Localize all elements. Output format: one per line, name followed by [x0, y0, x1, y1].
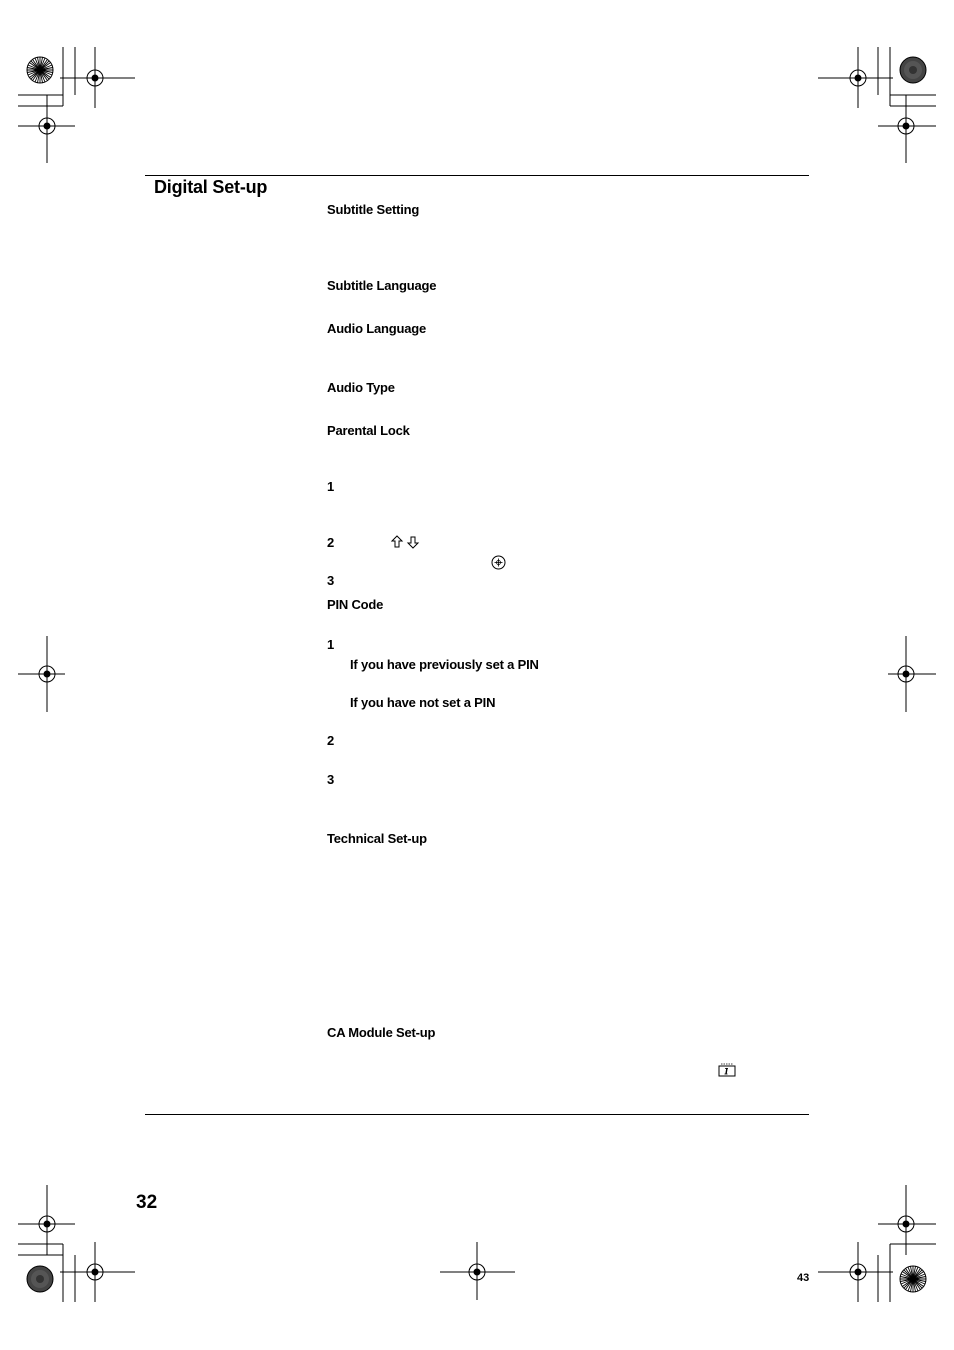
ok-button-icon: [491, 555, 506, 575]
heading-subtitle-setting: Subtitle Setting: [327, 202, 420, 217]
bottom-rule: [145, 1114, 809, 1115]
parental-step-3: 3: [327, 573, 335, 588]
pin-step-3: 3: [327, 772, 335, 787]
parental-step-1: 1: [327, 479, 335, 494]
heading-technical-setup: Technical Set-up: [327, 831, 427, 846]
top-rule: [145, 175, 809, 176]
parental-step-2: 2: [327, 535, 335, 550]
page-number: 32: [136, 1192, 158, 1213]
pin-step-2: 2: [327, 733, 335, 748]
up-down-arrow-icons: [391, 535, 421, 554]
heading-subtitle-language: Subtitle Language: [327, 278, 437, 293]
heading-parental-lock: Parental Lock: [327, 423, 410, 438]
pin-note-previously-set: If you have previously set a PIN: [350, 657, 539, 672]
pin-note-not-set: If you have not set a PIN: [350, 695, 496, 710]
pin-step-1: 1: [327, 637, 335, 652]
heading-audio-type: Audio Type: [327, 380, 395, 395]
heading-audio-language: Audio Language: [327, 321, 427, 336]
heading-pin-code: PIN Code: [327, 597, 384, 612]
footer-number: 43: [797, 1272, 810, 1284]
info-button-icon: [718, 1063, 736, 1082]
heading-ca-module-setup: CA Module Set-up: [327, 1025, 436, 1040]
section-title: Digital Set-up: [154, 177, 268, 197]
